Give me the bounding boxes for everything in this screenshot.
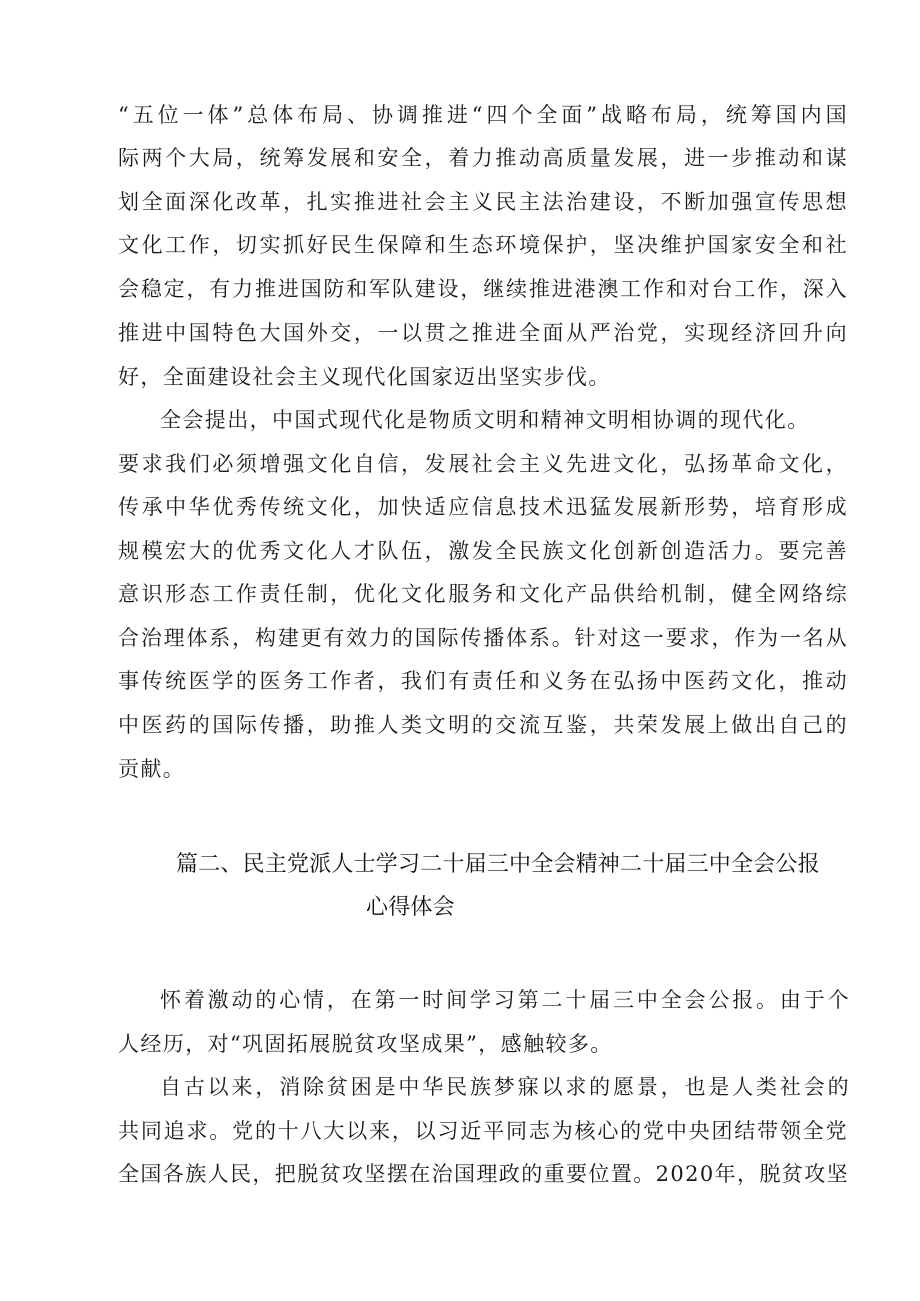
body-text-line: 意识形态工作责任制，优化文化服务和文化产品供给机制，健全网络综 [118, 582, 848, 606]
body-text-line: “五位一体”总体布局、协调推进“四个全面”战略布局，统筹国内国 [118, 103, 848, 127]
body-text-line: 全国各族人民，把脱贫攻坚摆在治国理政的重要位置。2020年，脱贫攻坚 [118, 1162, 850, 1186]
body-text-line: 划全面深化改革，扎实推进社会主义民主法治建设，不断加强宣传思想 [118, 190, 848, 214]
body-text-line: 规模宏大的优秀文化人才队伍，激发全民族文化创新创造活力。要完善 [118, 539, 848, 563]
body-text-line: 际两个大局，统筹发展和安全，着力推动高质量发展，进一步推动和谋 [118, 146, 848, 170]
body-text-line: 贡献。 [118, 757, 186, 781]
body-text-line: 传承中华优秀传统文化，加快适应信息技术迅猛发展新形势，培育形成 [118, 495, 848, 519]
body-text-line: 合治理体系，构建更有效力的国际传播体系。针对这一要求，作为一名从 [118, 626, 848, 650]
body-text-line: 好，全面建设社会主义现代化国家迈出坚实步伐。 [118, 365, 611, 389]
body-text-line: 要求我们必须增强文化自信，发展社会主义先进文化，弘扬革命文化， [118, 452, 848, 476]
body-text-line: 自古以来，消除贫困是中华民族梦寐以求的愿景，也是人类社会的 [160, 1075, 850, 1099]
body-text-line: 推进中国特色大国外交，一以贯之推进全面从严治党，实现经济回升向 [118, 321, 848, 345]
body-text-line: 事传统医学的医务工作者，我们有责任和义务在弘扬中医药文化，推动 [118, 669, 848, 693]
body-text-line: 怀着激动的心情，在第一时间学习第二十届三中全会公报。由于个 [160, 988, 850, 1012]
body-text-line: 会稳定，有力推进国防和军队建设，继续推进港澳工作和对台工作，深入 [118, 277, 848, 301]
section-heading-line-1: 篇二、民主党派人士学习二十届三中全会精神二十届三中全会公报 [176, 852, 820, 877]
section-heading-line-2: 心得体会 [366, 895, 455, 920]
body-text-line: 人经历，对“巩固拓展脱贫攻坚成果”，感触较多。 [118, 1032, 613, 1056]
body-text-line: 中医药的国际传播，助推人类文明的交流互鉴，共荣发展上做出自己的 [118, 713, 848, 737]
body-text-line: 文化工作，切实抓好民生保障和生态环境保护，坚决维护国家安全和社 [118, 233, 848, 257]
body-text-line: 共同追求。党的十八大以来，以习近平同志为核心的党中央团结带领全党 [118, 1119, 848, 1143]
body-text-line: 全会提出，中国式现代化是物质文明和精神文明相协调的现代化。 [160, 408, 810, 432]
